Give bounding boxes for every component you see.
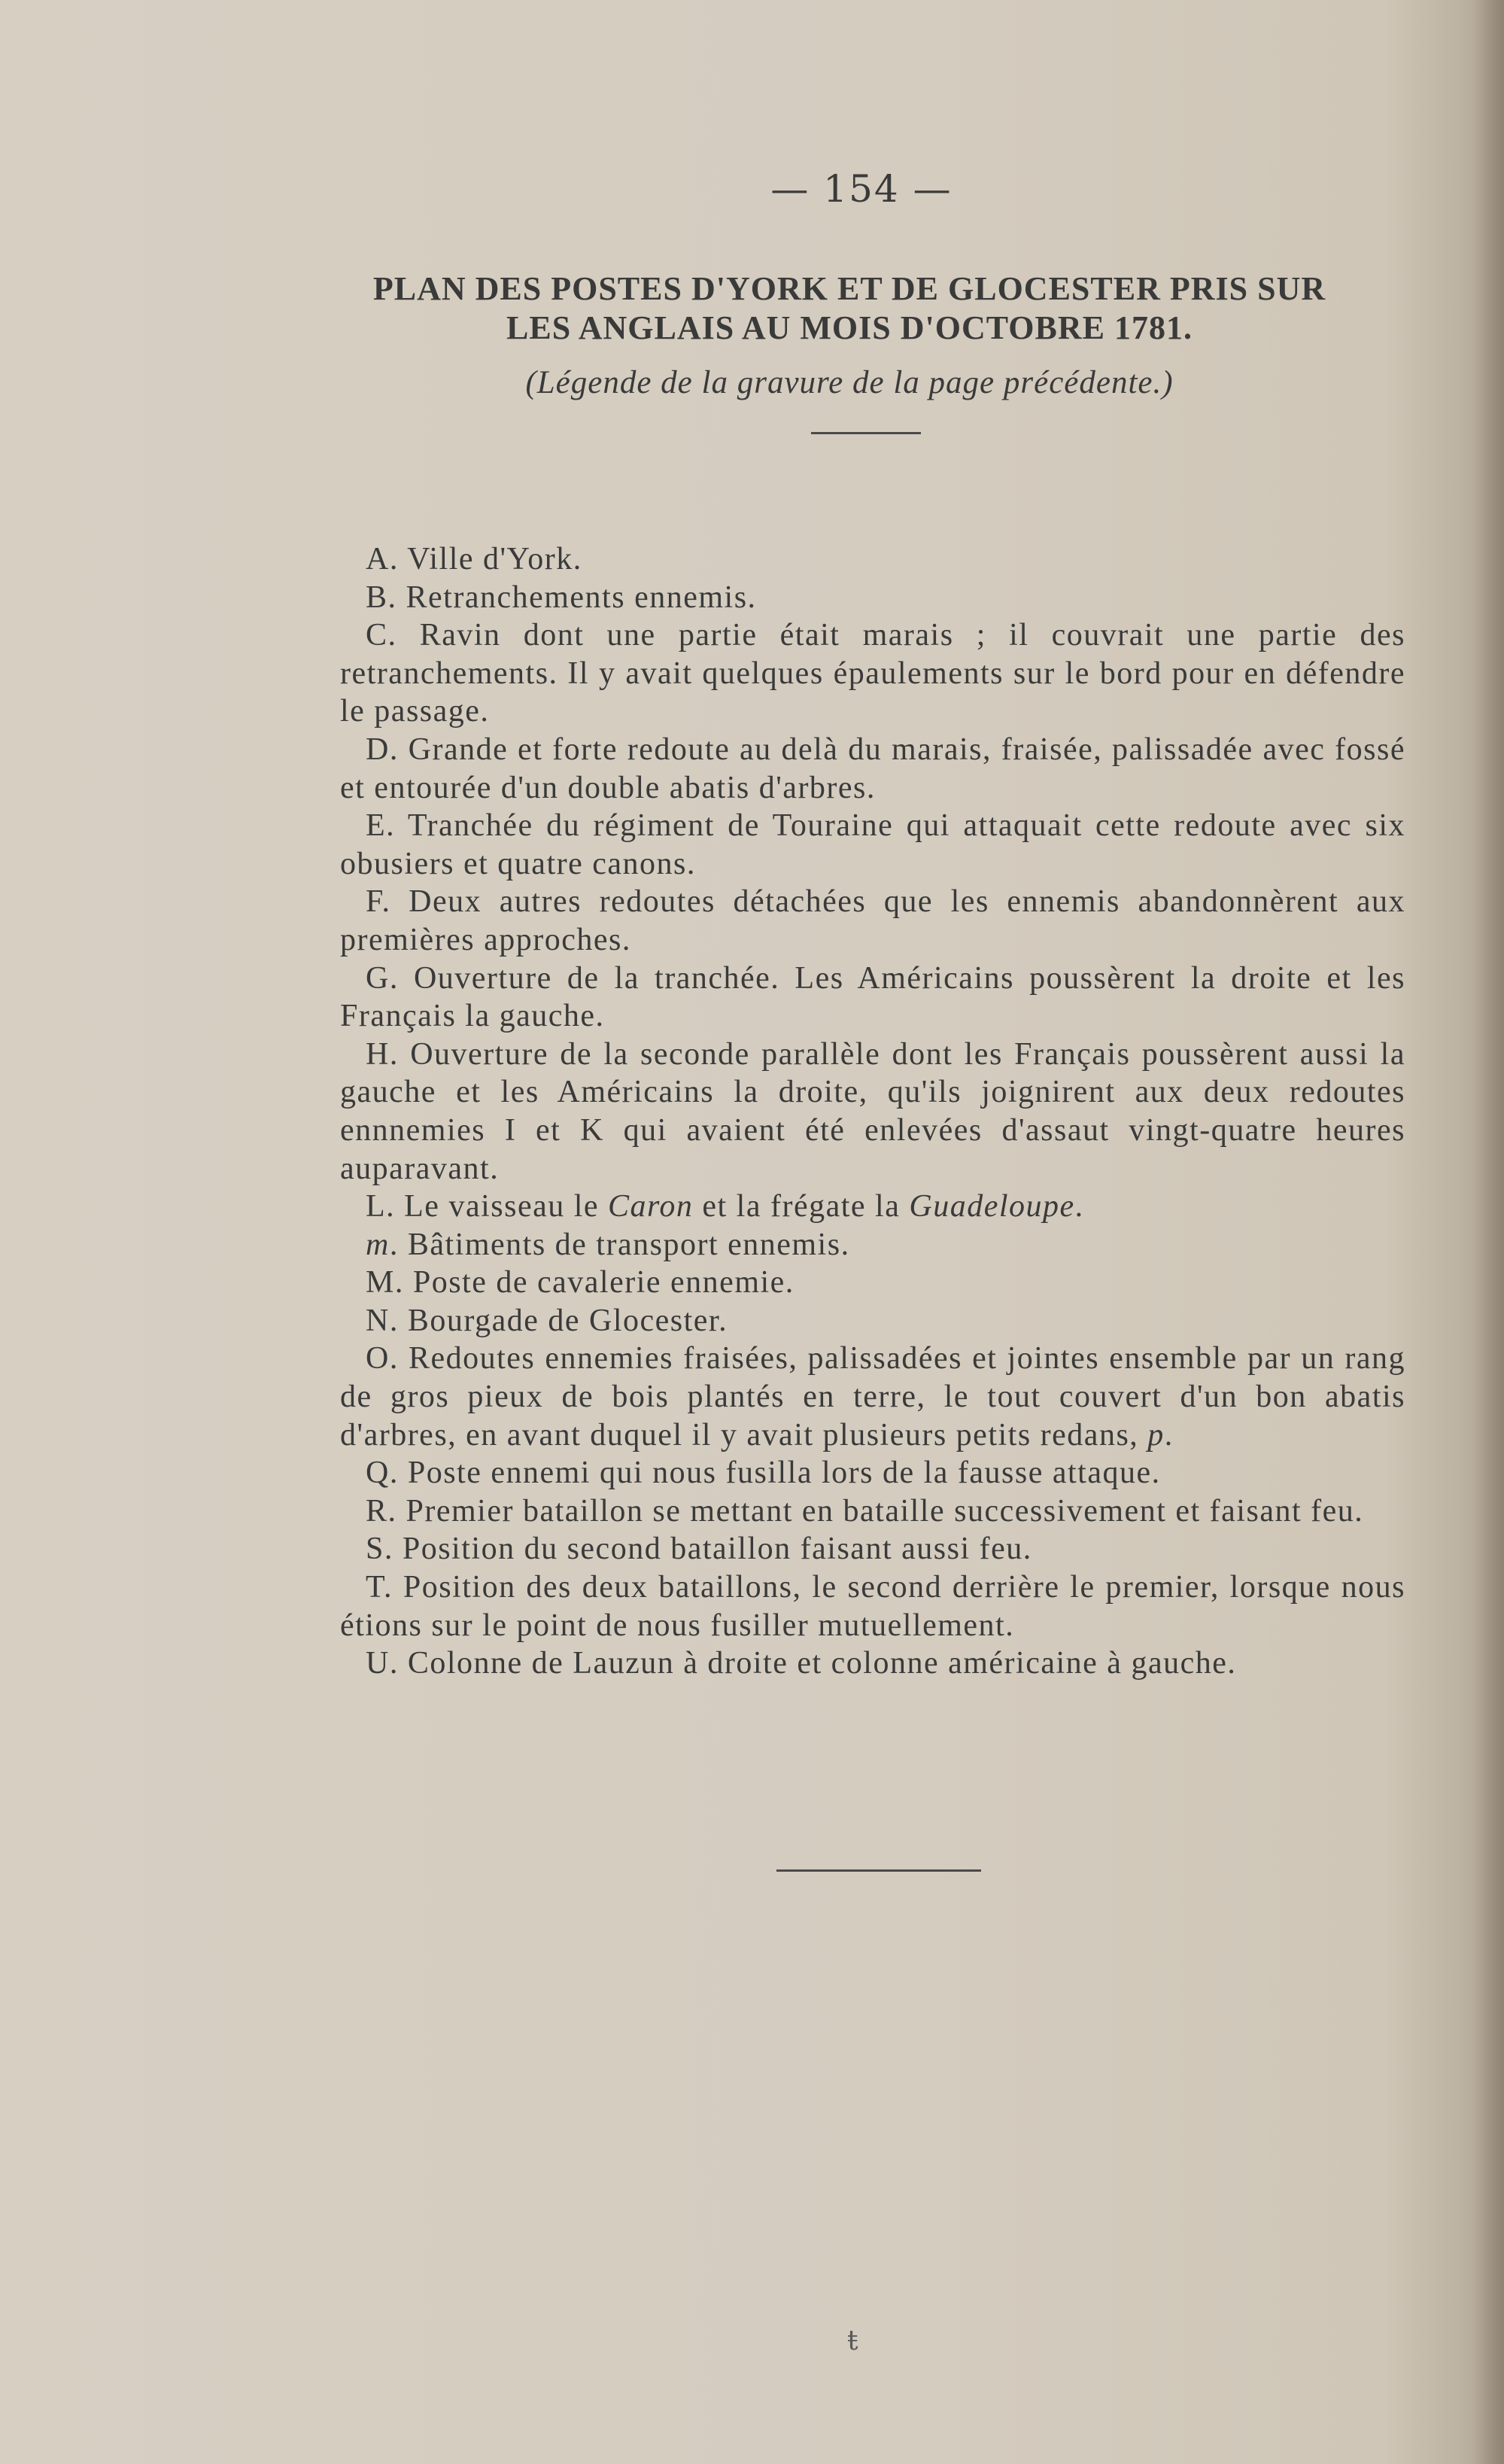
legend-item: D. Grande et forte redoute au delà du marais, fraisée, palissadée avec fossé et entourée d'un double abatis d'arbres. [340, 732, 1405, 805]
legend-item-m-lower [340, 1226, 1405, 1264]
legend-item-l-middle: et la frégate la [693, 1189, 910, 1224]
legend-item: Q. Poste ennemi qui nous fusilla lors de la fausse attaque. [366, 1456, 1161, 1491]
legend-item-m-text: . Bâtiments de transport ennemis. [389, 1227, 850, 1262]
legend-item: S. Position du second bataillon faisant aussi feu. [366, 1532, 1032, 1567]
legend-list [340, 540, 1405, 1683]
legend-letter-p: p [1147, 1417, 1165, 1453]
legend-item: U. Colonne de Lauzun à droite et colonne américaine à gauche. [366, 1646, 1237, 1681]
legend-item: M. Poste de cavalerie ennemie. [366, 1265, 795, 1300]
title-divider [811, 432, 921, 434]
legend-frigate-name: Guadeloupe [909, 1189, 1075, 1224]
page-subtitle: (Légende de la gravure de la page précédente.) [525, 365, 1174, 400]
legend-item: C. Ravin dont une partie était marais ; il couvrait une partie des retranchements. Il y avait quelques épaulements sur le bord pour en défendre le passage. [340, 618, 1405, 729]
legend-item: B. Retranchements ennemis. [366, 579, 757, 615]
legend-item: T. Position des deux bataillons, le second derrière le premier, lorsque nous étions sur le point de nous fusiller mutuellement. [340, 1570, 1405, 1643]
legend-item-o [340, 1340, 1405, 1454]
legend-item: E. Tranchée du régiment de Touraine qui attaquait cette redoute avec six obusiers et quatre canons. [340, 808, 1405, 881]
legend-item-l [340, 1188, 1405, 1226]
legend-item: A. Ville d'York. [366, 542, 582, 576]
footer-mark: ŧ [847, 2326, 858, 2356]
end-divider [776, 1869, 981, 1872]
legend-item: R. Premier bataillon se mettant en bataille successivement et faisant feu. [366, 1493, 1364, 1529]
legend-item-o-text: O. Redoutes ennemies fraisées, palissadées et jointes ensemble par un rang de gros pieux de bois plantés en terre, le tout couvert d'un bon abatis d'arbres, en avant duquel il y avait plusieurs petits redans, [340, 1341, 1405, 1453]
legend-letter-m: m [366, 1227, 390, 1262]
legend-item: H. Ouverture de la seconde parallèle dont les Français poussèrent aussi la gauche et les Américains la droite, qu'ils joignirent aux deux redoutes ennnemies I et K qui avaient été enlevées d'assaut vingt-quatre heures auparavant. [340, 1036, 1405, 1186]
legend-item: F. Deux autres redoutes détachées que les ennemis abandonnèrent aux premières approches. [340, 884, 1405, 957]
page-title: PLAN DES POSTES D'YORK ET DE GLOCESTER PRIS SUR LES ANGLAIS AU MOIS D'OCTOBRE 1781. [372, 270, 1326, 346]
page-edge-shadow [1474, 0, 1504, 2464]
legend-ship-name: Caron [608, 1189, 694, 1224]
legend-item: N. Bourgade de Glocester. [366, 1303, 728, 1338]
legend-item-l-prefix: L. Le vaisseau le [366, 1189, 609, 1224]
legend-item-o-suffix: . [1164, 1417, 1174, 1453]
page-number: — 154 — [770, 167, 953, 211]
legend-item-l-suffix: . [1074, 1189, 1084, 1224]
legend-item: G. Ouverture de la tranchée. Les Américains poussèrent la droite et les Français la gauche. [340, 960, 1405, 1034]
